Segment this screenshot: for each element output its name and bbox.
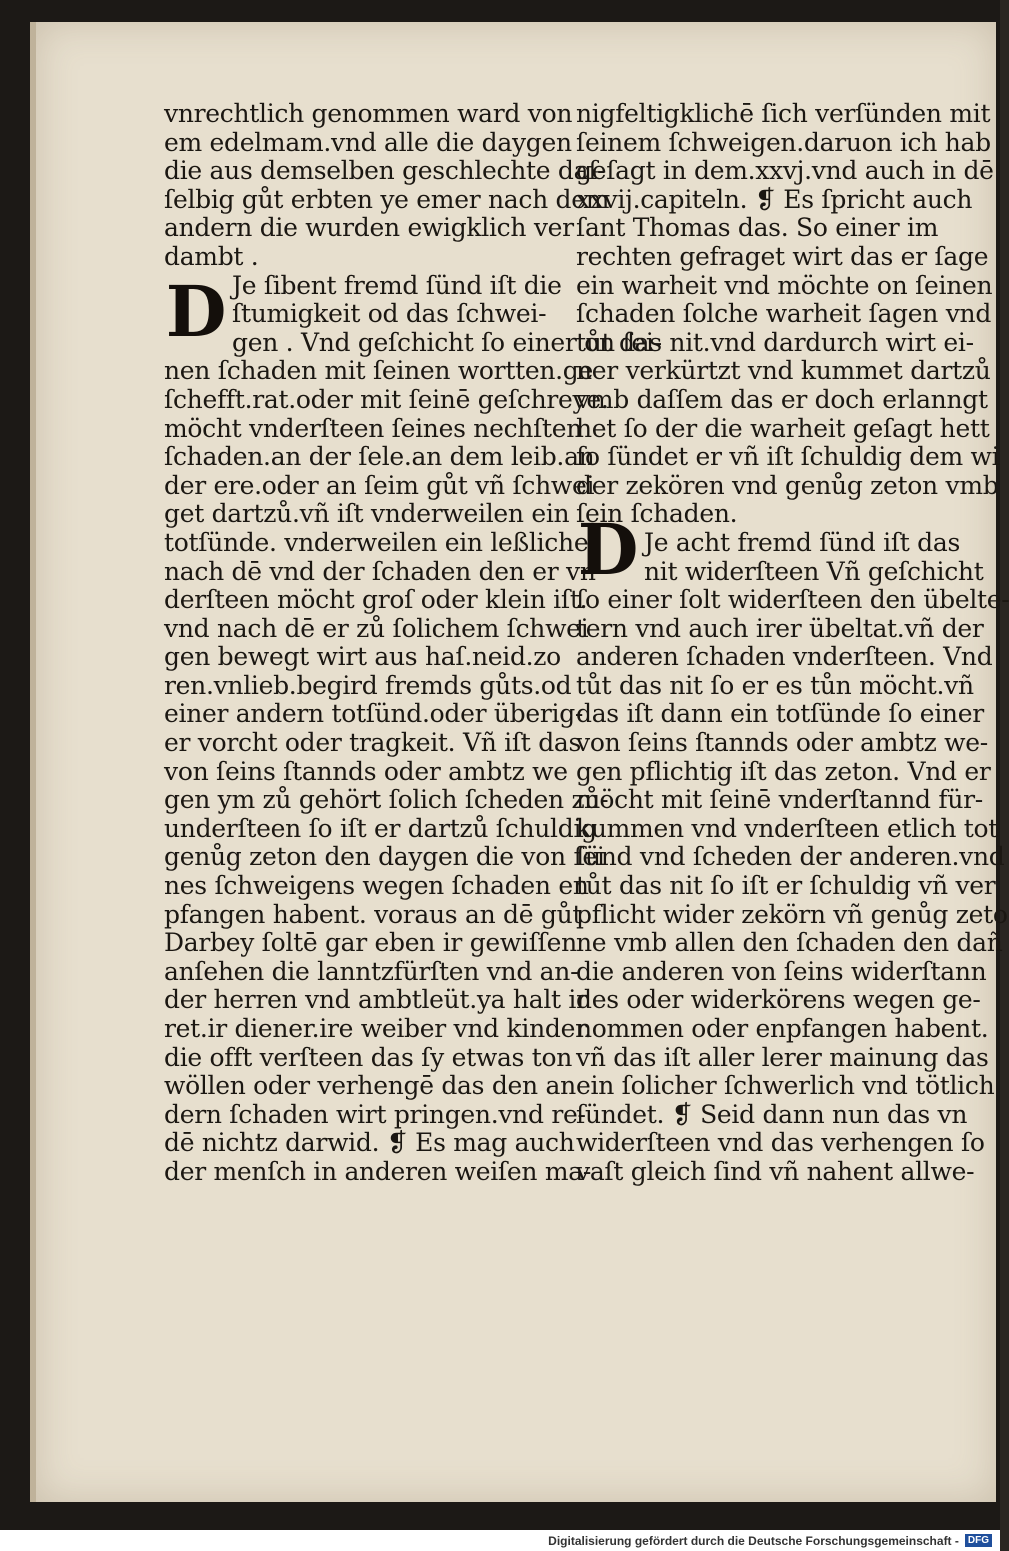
text-line: ren.vnlieb.begird fremds gůts.od [164, 670, 572, 700]
text-line: das iſt dann ein totſünde ſo einer [576, 699, 984, 729]
text-line: derſteen möcht groſ oder klein iſt. [164, 585, 588, 615]
funding-notice: Digitalisierung gefördert durch die Deutsche Forschungsgemeinschaft - [548, 1533, 959, 1548]
text-line: ſeinem ſchweigen.daruon ich hab [576, 127, 991, 157]
decorated-initial-right: D [577, 507, 639, 591]
text-line: tern vnd auch irer übeltat.vñ der [576, 613, 984, 643]
text-line: ſant Thomas das. So einer im [576, 213, 939, 243]
left-column-opening-lines [164, 99, 610, 272]
text-line: andern die wurden ewigklich ver [164, 213, 574, 243]
text-line: gen bewegt wirt aus haſ.neid.zo [164, 642, 561, 672]
text-line: het ſo der die warheit geſagt hett [576, 413, 990, 443]
text-line: ein ſolicher ſchwerlich vnd tötlich [576, 1071, 995, 1101]
text-line: von ſeins ſtannds oder ambtz we- [576, 728, 988, 758]
text-line: pflicht wider zekörn vñ genůg zeto [576, 899, 1008, 929]
text-line: der zekören vnd genůg zeton vmb [576, 470, 999, 500]
text-line: tůt das nit.vnd dardurch wirt ei- [576, 327, 974, 357]
text-line: ne vmb allen den ſchaden den dañ [576, 928, 1003, 958]
text-line: die anderen von ſeins widerſtann [576, 956, 987, 986]
text-line: ſündet. ❡ Seid dann nun das vn [576, 1099, 968, 1129]
text-line: ſchaden ſolche warheit ſagen vnd [576, 299, 992, 329]
text-line: ſchaden.an der ſele.an dem leib.an [164, 442, 595, 472]
text-line: nommen oder enpfangen habent. [576, 1014, 989, 1043]
text-line: ſelbig gůt erbten ye emer nach dem [164, 184, 610, 214]
text-line: nach dē vnd der ſchaden den er vn [164, 556, 596, 586]
text-line: ſo einer ſolt widerſteen den übelte- [576, 585, 1009, 615]
text-line: anderen ſchaden vnderſteen. Vnd [576, 642, 993, 672]
text-line: die offt verſteen das ſy etwas ton [164, 1042, 573, 1072]
text-line: nigfeltigklichē ſich verſünden mit [576, 99, 991, 128]
text-line: vnrechtlich genommen ward von [164, 99, 573, 128]
text-line: widerſteen vnd das verhengen ſo [576, 1128, 985, 1158]
text-line: der ere.oder an ſeim gůt vñ ſchwei [164, 470, 595, 500]
text-line: vnd nach dē er zů ſolichem ſchwei [164, 613, 589, 643]
text-line: möcht vnderſteen ſeines nechſten [164, 413, 583, 443]
text-line: vmb daſſem das er doch erlanngt [576, 384, 988, 414]
text-line: ret.ir diener.ire weiber vnd kinder. [164, 1014, 592, 1043]
right-column-body-lines [576, 585, 1009, 1186]
text-line: ſünd vnd ſcheden der anderen.vnd [576, 842, 1005, 872]
text-line: von ſeins ſtannds oder ambtz we [164, 756, 568, 786]
text-line: tůt das nit ſo iſt er ſchuldig vñ ver [576, 871, 996, 901]
text-line: des oder widerkörens wegen ge- [576, 985, 981, 1015]
text-line: anſehen die lanntzfürſten vnd an- [164, 956, 579, 986]
dfg-logo: DFG [965, 1534, 992, 1547]
right-text-column [576, 99, 1009, 1187]
text-line: Darbey ſoltē gar eben ir gewiſſen [164, 928, 577, 958]
text-line: vñ das iſt aller lerer mainung das [576, 1042, 989, 1072]
text-line: pfangen habent. voraus an dē gůt [164, 899, 583, 929]
text-line: wöllen oder verhengē das den an [164, 1071, 576, 1101]
text-line: gen pflichtig iſt das zeton. Vnd er [576, 756, 991, 786]
text-line: rechten gefraget wirt das er ſage [576, 241, 989, 271]
text-line: kummen vnd vnderſteen etlich tot [576, 813, 999, 843]
text-line: em edelmam.vnd alle die daygen [164, 127, 572, 157]
digitization-footer [0, 1530, 1000, 1551]
book-page [30, 22, 1009, 1502]
text-line: ner verkürtzt vnd kummet dartzů [576, 356, 991, 386]
right-column-opening-lines [576, 99, 1000, 529]
text-line: dē nichtz darwid. ❡ Es mag auch [164, 1128, 575, 1158]
text-line: der herren vnd ambtleüt.ya halt ir [164, 985, 588, 1015]
text-line: underſteen ſo iſt er dartzů ſchuldig [164, 813, 597, 843]
text-line: gen ym zů gehört ſolich ſcheden zů- [164, 785, 609, 815]
text-line: Je ſibent fremd ſünd iſt die [232, 270, 562, 300]
text-line: totſünde. vnderweilen ein leßliche [164, 527, 589, 557]
text-line: gen . Vnd geſchicht ſo einer on ſei- [232, 327, 662, 357]
text-line: genůg zeton den daygen die von ſei [164, 842, 605, 872]
text-line: nes ſchweigens wegen ſchaden en [164, 871, 589, 901]
left-column-body-lines [164, 356, 609, 1186]
text-line: Je acht fremd ſünd iſt das [644, 527, 961, 557]
text-line: möcht mit ſeinē vnderſtannd für- [576, 785, 983, 815]
text-line: einer andern totſünd.oder überig- [164, 699, 584, 729]
text-line: geſagt in dem.xxvj.vnd auch in dē [576, 156, 994, 186]
text-line: nit widerſteen Vñ geſchicht [644, 556, 984, 586]
decorated-initial-left: D [165, 270, 227, 354]
text-line: tůt das nit ſo er es tůn möcht.vñ [576, 670, 974, 700]
text-line: vaſt gleich ſind vñ nahent allwe- [576, 1156, 975, 1186]
text-line: ein warheit vnd möchte on ſeinen [576, 270, 993, 300]
text-line: ſchefft.rat.oder mit ſeinē geſchreye. [164, 384, 609, 414]
text-line: nen ſchaden mit ſeinen wortten.ge [164, 356, 593, 386]
text-line: dambt . [164, 241, 259, 271]
text-line: er vorcht oder tragkeit. Vñ iſt das [164, 728, 582, 758]
text-line: xxvij.capiteln. ❡ Es ſpricht auch [576, 184, 973, 214]
text-line: die aus demselben geschlechte daſ- [164, 156, 606, 186]
text-line: ſtumigkeit od das ſchwei- [232, 299, 547, 329]
left-initial-block [164, 270, 662, 358]
text-line: der menſch in anderen weiſen ma- [164, 1156, 591, 1186]
text-line: get dartzů.vñ iſt vnderweilen ein [164, 499, 570, 529]
text-line: ſo ſündet er vñ iſt ſchuldig dem wi [576, 442, 1000, 472]
text-line: ſein ſchaden. [576, 499, 738, 529]
text-line: dern ſchaden wirt pringen.vnd re- [164, 1099, 586, 1129]
